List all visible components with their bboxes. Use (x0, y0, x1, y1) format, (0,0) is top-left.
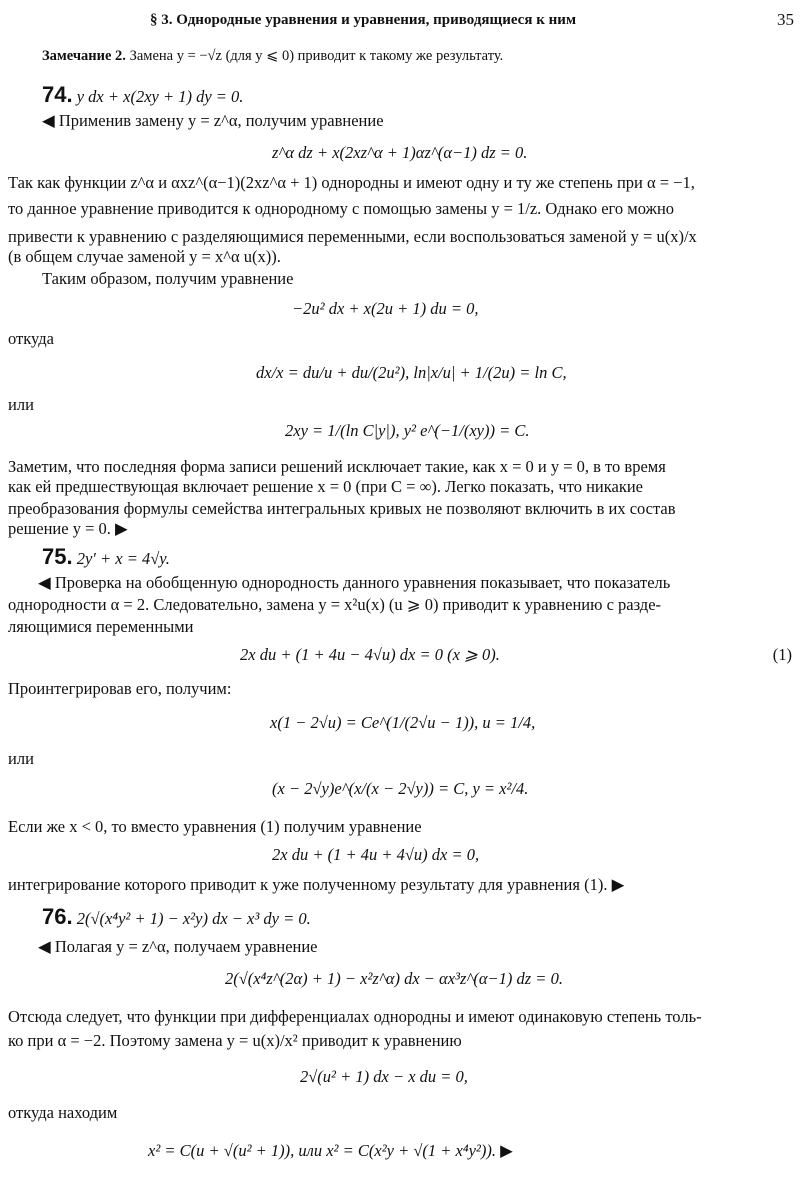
display-equation: x(1 − 2√u) = Ce^(1/(2√u − 1)), u = 1/4, (270, 713, 536, 732)
paragraph-line: откуда находим (8, 1103, 118, 1122)
problem-number: 74. (42, 82, 73, 107)
problem-76-statement (42, 904, 311, 929)
display-equation: 2x du + (1 + 4u − 4√u) dx = 0 (x ⩾ 0). (240, 645, 500, 664)
paragraph-line: Проинтегрировав его, получим: (8, 679, 232, 698)
remark-text: Замена y = −√z (для y ⩽ 0) приводит к такому же результату. (129, 48, 504, 64)
paragraph-line: ляющимися переменными (8, 617, 194, 636)
paragraph-line: Если же x < 0, то вместо уравнения (1) получим уравнение (8, 817, 422, 836)
paragraph-line: привести к уравнению с разделяющимися переменными, если воспользоваться заменой y = u(x)/x (8, 227, 697, 246)
paragraph-line: Так как функции z^α и αxz^(α−1)(2xz^α + 1) однородны и имеют одну и ту же степень при α = −1, (8, 173, 695, 192)
paragraph-line: или (8, 749, 34, 768)
problem-equation: y dx + x(2xy + 1) dy = 0. (76, 87, 244, 106)
paragraph-line: как ей предшествующая включает решение x = 0 (при C = ∞). Легко показать, что никакие (8, 477, 644, 496)
paragraph-line: ◀ Полагая y = z^α, получаем уравнение (38, 937, 318, 956)
paragraph-line: Заметим, что последняя форма записи решений исключает такие, как x = 0 и y = 0, в то время (8, 457, 666, 476)
display-equation: (x − 2√y)e^(x/(x − 2√y)) = C, y = x²/4. (272, 779, 529, 798)
paragraph-line: интегрирование которого приводит к уже полученному результату для уравнения (1). ▶ (8, 875, 625, 894)
paragraph-line: решение y = 0. ▶ (8, 519, 128, 538)
display-equation: dx/x = du/u + du/(2u²), ln|x/u| + 1/(2u) = ln C, (256, 363, 567, 382)
problem-equation: 2(√(x⁴y² + 1) − x²y) dx − x³ dy = 0. (76, 909, 311, 928)
problem-number: 76. (42, 904, 73, 929)
problem-equation: 2y′ + x = 4√y. (76, 549, 170, 568)
paragraph-line: или (8, 395, 34, 414)
paragraph-line: однородности α = 2. Следовательно, замена y = x²u(x) (u ⩾ 0) приводит к уравнению с разде- (8, 595, 662, 614)
problem-number: 75. (42, 544, 73, 569)
running-header: § 3. Однородные уравнения и уравнения, приводящиеся к ним (150, 12, 577, 28)
paragraph-line: ко при α = −2. Поэтому замена y = u(x)/x² приводит к уравнению (8, 1031, 462, 1050)
paragraph-line: то данное уравнение приводится к однородному с помощью замены y = 1/z. Однако его можно (8, 199, 675, 218)
paragraph-line: преобразования формулы семейства интегральных кривых не позволяют включить в их состав (8, 499, 676, 518)
paragraph-line: откуда (8, 329, 54, 348)
display-equation: 2xy = 1/(ln C|y|), y² e^(−1/(xy)) = C. (285, 421, 530, 440)
solution-line: ◀ Применив замену y = z^α, получим уравнение (42, 111, 384, 130)
paragraph-line: Отсюда следует, что функции при дифференциалах однородны и имеют одинаковую степень толь- (8, 1007, 702, 1026)
remark (42, 48, 503, 65)
remark-label: Замечание 2. (42, 48, 126, 64)
paragraph-line: ◀ Проверка на обобщенную однородность данного уравнения показывает, что показатель (38, 573, 671, 592)
display-equation: 2x du + (1 + 4u + 4√u) dx = 0, (272, 845, 480, 864)
problem-75-statement (42, 544, 170, 569)
display-equation: 2(√(x⁴z^(2α) + 1) − x²z^α) dx − αx³z^(α−1) dz = 0. (225, 969, 563, 988)
display-equation: −2u² dx + x(2u + 1) du = 0, (292, 299, 479, 318)
paragraph-line: (в общем случае заменой y = x^α u(x)). (8, 247, 281, 266)
page-number: 35 (777, 10, 794, 29)
display-equation: 2√(u² + 1) dx − x du = 0, (300, 1067, 468, 1086)
display-equation: z^α dz + x(2xz^α + 1)αz^(α−1) dz = 0. (272, 143, 528, 162)
problem-74-statement (42, 82, 243, 107)
paragraph-line: Таким образом, получим уравнение (42, 269, 294, 288)
display-equation: x² = C(u + √(u² + 1)), или x² = C(x²y + √(1 + x⁴y²)). ▶ (148, 1141, 513, 1160)
equation-number: (1) (772, 645, 792, 664)
